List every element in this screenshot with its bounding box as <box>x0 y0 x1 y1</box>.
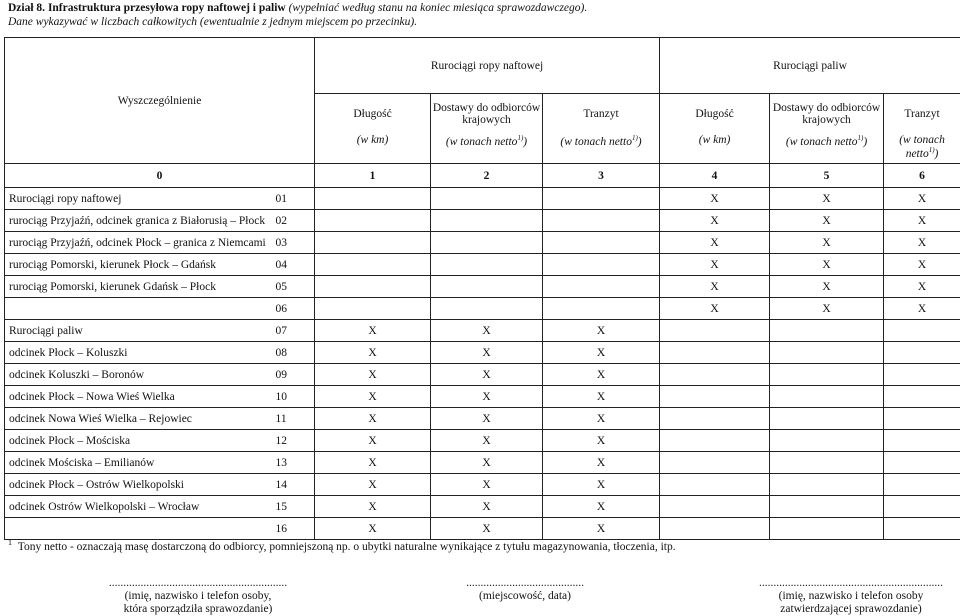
signature-caption-right-1: (imię, nazwisko i telefon osoby <box>746 590 956 603</box>
excluded-cell: X <box>770 188 884 210</box>
excluded-cell: X <box>431 430 543 452</box>
col-header-description: Wyszczególnienie <box>5 38 315 164</box>
excluded-cell: X <box>315 364 431 386</box>
row-label <box>5 518 272 540</box>
row-code: 05 <box>272 276 315 298</box>
row-code: 12 <box>272 430 315 452</box>
input-cell[interactable] <box>543 254 660 276</box>
excluded-cell: X <box>660 188 770 210</box>
excluded-cell: X <box>315 474 431 496</box>
section-header <box>8 1 587 29</box>
infrastructure-table <box>4 37 960 540</box>
input-cell[interactable] <box>770 430 884 452</box>
excluded-cell: X <box>884 298 960 320</box>
row-code: 14 <box>272 474 315 496</box>
colnum-2: 2 <box>431 164 543 188</box>
col-header-deliveries-oil: Dostawy do odbiorców krajowych <box>431 94 543 134</box>
input-cell[interactable] <box>660 496 770 518</box>
col-header-length-fuel: Długość <box>660 94 770 134</box>
signature-line-right: ................................................................ <box>746 577 956 590</box>
row-label: odcinek Płock – Koluszki <box>5 342 272 364</box>
row-code: 04 <box>272 254 315 276</box>
table-row <box>5 342 960 364</box>
input-cell[interactable] <box>884 430 960 452</box>
row-label: Rurociągi paliw <box>5 320 272 342</box>
excluded-cell: X <box>431 452 543 474</box>
excluded-cell: X <box>315 452 431 474</box>
row-code: 07 <box>272 320 315 342</box>
excluded-cell: X <box>543 518 660 540</box>
excluded-cell: X <box>884 254 960 276</box>
excluded-cell: X <box>660 232 770 254</box>
input-cell[interactable] <box>431 298 543 320</box>
row-code: 11 <box>272 408 315 430</box>
input-cell[interactable] <box>660 430 770 452</box>
table-row <box>5 210 960 232</box>
signature-caption-right-2: zatwierdzającej sprawozdanie) <box>746 603 956 616</box>
row-label: Rurociągi ropy naftowej <box>5 188 272 210</box>
excluded-cell: X <box>660 298 770 320</box>
input-cell[interactable] <box>660 518 770 540</box>
input-cell[interactable] <box>660 364 770 386</box>
table-row <box>5 408 960 430</box>
row-code: 13 <box>272 452 315 474</box>
row-label: rurociąg Przyjaźń, odcinek Płock – granica z Niemcami <box>5 232 272 254</box>
input-cell[interactable] <box>770 474 884 496</box>
colnum-1: 1 <box>315 164 431 188</box>
col-header-deliveries-fuel: Dostawy do odbiorców krajowych <box>770 94 884 134</box>
colnum-5: 5 <box>770 164 884 188</box>
excluded-cell: X <box>884 232 960 254</box>
unit-tons-transit-fuel: (w tonach netto$^{1)}$) <box>884 134 960 164</box>
table-row <box>5 254 960 276</box>
table-row <box>5 474 960 496</box>
unit-km-fuel: (w km) <box>660 134 770 164</box>
excluded-cell: X <box>315 386 431 408</box>
excluded-cell: X <box>770 298 884 320</box>
excluded-cell: X <box>660 254 770 276</box>
input-cell[interactable] <box>770 408 884 430</box>
excluded-cell: X <box>543 320 660 342</box>
col-header-transit-oil: Tranzyt <box>543 94 660 134</box>
col-header-length-oil: Długość <box>315 94 431 134</box>
row-code: 10 <box>272 386 315 408</box>
row-label <box>5 298 272 320</box>
footnote <box>8 538 676 553</box>
input-cell[interactable] <box>431 188 543 210</box>
table-row <box>5 298 960 320</box>
excluded-cell: X <box>884 210 960 232</box>
table-row <box>5 188 960 210</box>
table-row <box>5 496 960 518</box>
input-cell[interactable] <box>884 320 960 342</box>
excluded-cell: X <box>543 342 660 364</box>
section-note: (wypełniać według stanu na koniec miesiąca sprawozdawczego). <box>289 2 588 14</box>
unit-tons-transit-oil: (w tonach netto$^{1)}$) <box>543 134 660 164</box>
table-row <box>5 364 960 386</box>
col-header-transit-fuel: Tranzyt <box>884 94 960 134</box>
table-row <box>5 430 960 452</box>
table-row <box>5 276 960 298</box>
input-cell[interactable] <box>884 342 960 364</box>
colnum-0: 0 <box>5 164 315 188</box>
excluded-cell: X <box>431 386 543 408</box>
row-code: 15 <box>272 496 315 518</box>
row-label: rurociąg Pomorski, kierunek Płock – Gdańsk <box>5 254 272 276</box>
input-cell[interactable] <box>660 474 770 496</box>
input-cell[interactable] <box>770 342 884 364</box>
row-label: odcinek Płock – Nowa Wieś Wielka <box>5 386 272 408</box>
input-cell[interactable] <box>884 496 960 518</box>
excluded-cell: X <box>660 276 770 298</box>
input-cell[interactable] <box>543 188 660 210</box>
input-cell[interactable] <box>660 452 770 474</box>
group-header-fuel: Rurociągi paliw <box>660 38 960 94</box>
excluded-cell: X <box>431 342 543 364</box>
excluded-cell: X <box>315 518 431 540</box>
input-cell[interactable] <box>543 276 660 298</box>
table-body <box>5 188 960 540</box>
excluded-cell: X <box>770 254 884 276</box>
excluded-cell: X <box>770 232 884 254</box>
table-row <box>5 452 960 474</box>
excluded-cell: X <box>884 188 960 210</box>
input-cell[interactable] <box>315 276 431 298</box>
input-cell[interactable] <box>431 254 543 276</box>
input-cell[interactable] <box>431 210 543 232</box>
footnote-number: 1 <box>8 538 12 547</box>
row-code: 03 <box>272 232 315 254</box>
input-cell[interactable] <box>315 232 431 254</box>
table-row <box>5 386 960 408</box>
row-label: odcinek Koluszki – Boronów <box>5 364 272 386</box>
input-cell[interactable] <box>660 320 770 342</box>
input-cell[interactable] <box>315 298 431 320</box>
input-cell[interactable] <box>884 474 960 496</box>
input-cell[interactable] <box>770 320 884 342</box>
row-label: odcinek Płock – Ostrów Wielkopolski <box>5 474 272 496</box>
excluded-cell: X <box>770 210 884 232</box>
row-code: 02 <box>272 210 315 232</box>
excluded-cell: X <box>543 452 660 474</box>
signature-caption-left-1: (imię, nazwisko i telefon osoby, <box>98 590 298 603</box>
table-row <box>5 232 960 254</box>
excluded-cell: X <box>431 518 543 540</box>
section-subnote: Dane wykazywać w liczbach całkowitych (ewentualnie z jednym miejscem po przecinku). <box>8 16 417 28</box>
input-cell[interactable] <box>543 232 660 254</box>
row-label: odcinek Płock – Mościska <box>5 430 272 452</box>
input-cell[interactable] <box>770 518 884 540</box>
colnum-6: 6 <box>884 164 960 188</box>
excluded-cell: X <box>543 474 660 496</box>
excluded-cell: X <box>543 364 660 386</box>
section-number: Dział 8. <box>8 2 45 14</box>
signature-caption-left-2: która sporządziła sprawozdanie) <box>98 603 298 616</box>
row-code: 09 <box>272 364 315 386</box>
signature-line-mid: ......................................... <box>450 577 600 590</box>
signature-caption-mid: (miejscowość, data) <box>450 590 600 603</box>
excluded-cell: X <box>431 320 543 342</box>
input-cell[interactable] <box>884 364 960 386</box>
input-cell[interactable] <box>884 518 960 540</box>
section-title: Infrastruktura przesyłowa ropy naftowej i paliw <box>48 2 286 14</box>
input-cell[interactable] <box>884 408 960 430</box>
excluded-cell: X <box>543 430 660 452</box>
table-row <box>5 518 960 540</box>
input-cell[interactable] <box>543 298 660 320</box>
input-cell[interactable] <box>660 408 770 430</box>
table-row <box>5 320 960 342</box>
excluded-cell: X <box>315 430 431 452</box>
signature-place-date <box>450 577 600 603</box>
unit-km-oil: (w km) <box>315 134 431 164</box>
input-cell[interactable] <box>543 210 660 232</box>
excluded-cell: X <box>543 496 660 518</box>
excluded-cell: X <box>431 364 543 386</box>
input-cell[interactable] <box>770 496 884 518</box>
input-cell[interactable] <box>431 276 543 298</box>
excluded-cell: X <box>431 496 543 518</box>
input-cell[interactable] <box>884 386 960 408</box>
input-cell[interactable] <box>315 188 431 210</box>
input-cell[interactable] <box>884 452 960 474</box>
unit-tons-deliveries-fuel: (w tonach netto$^{1)}$) <box>770 134 884 164</box>
input-cell[interactable] <box>315 210 431 232</box>
input-cell[interactable] <box>770 452 884 474</box>
row-label: odcinek Ostrów Wielkopolski – Wrocław <box>5 496 272 518</box>
excluded-cell: X <box>431 474 543 496</box>
row-label: rurociąg Pomorski, kierunek Gdańsk – Płock <box>5 276 272 298</box>
input-cell[interactable] <box>770 364 884 386</box>
row-code: 08 <box>272 342 315 364</box>
row-label: odcinek Mościska – Emilianów <box>5 452 272 474</box>
input-cell[interactable] <box>770 386 884 408</box>
excluded-cell: X <box>770 276 884 298</box>
row-label: rurociąg Przyjaźń, odcinek granica z Białorusią – Płock <box>5 210 272 232</box>
unit-tons-deliveries-oil: (w tonach netto$^{1)}$) <box>431 134 543 164</box>
signature-approver <box>746 577 956 616</box>
excluded-cell: X <box>315 342 431 364</box>
excluded-cell: X <box>431 408 543 430</box>
row-code: 01 <box>272 188 315 210</box>
excluded-cell: X <box>543 408 660 430</box>
group-header-oil: Rurociągi ropy naftowej <box>315 38 660 94</box>
colnum-3: 3 <box>543 164 660 188</box>
excluded-cell: X <box>315 408 431 430</box>
input-cell[interactable] <box>660 386 770 408</box>
excluded-cell: X <box>660 210 770 232</box>
row-code: 06 <box>272 298 315 320</box>
signature-preparer <box>98 577 298 616</box>
input-cell[interactable] <box>315 254 431 276</box>
excluded-cell: X <box>884 276 960 298</box>
excluded-cell: X <box>315 496 431 518</box>
row-code: 16 <box>272 518 315 540</box>
excluded-cell: X <box>315 320 431 342</box>
row-label: odcinek Nowa Wieś Wielka – Rejowiec <box>5 408 272 430</box>
signature-line-left: .............................................................. <box>98 577 298 590</box>
colnum-4: 4 <box>660 164 770 188</box>
input-cell[interactable] <box>660 342 770 364</box>
input-cell[interactable] <box>431 232 543 254</box>
excluded-cell: X <box>543 386 660 408</box>
footnote-text: Tony netto - oznaczają masę dostarczoną do odbiorcy, pomniejszoną np. o ubytki naturalne wynikające z tytułu magazynowania, tłoczenia, itp. <box>18 541 676 553</box>
